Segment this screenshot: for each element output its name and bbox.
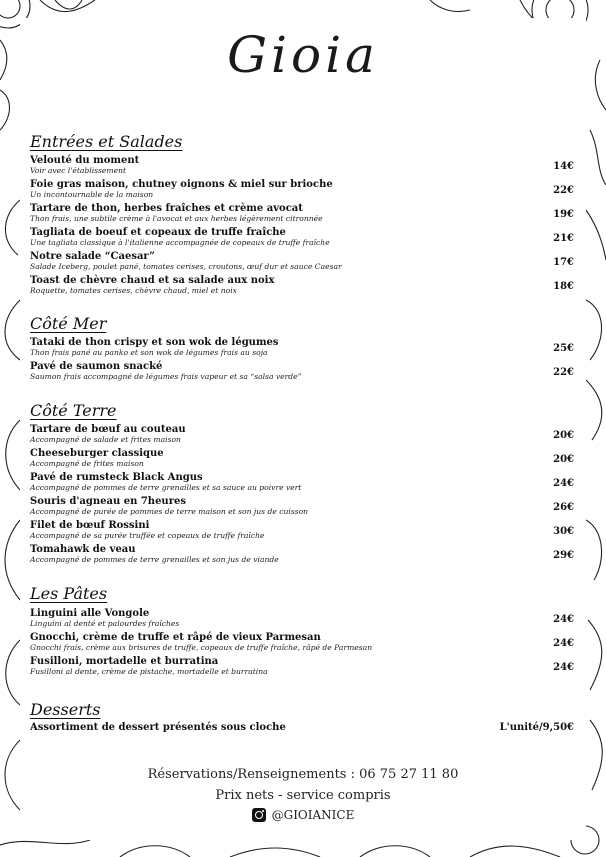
item-price: 24€ [553,478,574,489]
item-name: Tagliata de boeuf et copeaux de truffe fraîche [30,227,286,238]
item-name: Gnocchi, crème de truffe et râpé de vieux Parmesan [30,632,321,643]
item-name: Tartare de bœuf au couteau [30,424,186,435]
menu-item [30,337,576,361]
item-price: 14€ [553,161,574,172]
menu-item [30,496,576,520]
item-price: 17€ [553,257,574,268]
item-name: Notre salade “Caesar” [30,251,155,262]
item-name: Velouté du moment [30,155,140,166]
item-price: 20€ [553,454,574,465]
item-name: Tataki de thon crispy et son wok de légumes [30,337,279,348]
item-description: Accompagné de frites maison [30,459,144,468]
item-price: 20€ [553,430,574,441]
item-price: 22€ [553,367,574,378]
item-price: 30€ [553,526,574,537]
item-description: Gnocchi frais, crème aux brisures de truffe, copeaux de truffe fraîche, râpé de Parmesan [30,643,373,652]
menu-item [30,722,576,736]
section-title-entrees: Entrées et Salades [30,132,183,151]
item-price: 18€ [553,281,574,292]
item-description: Voir avec l'établissement [30,166,127,175]
item-description: Accompagné de pommes de terre grenailles et sa sauce au poivre vert [30,483,302,492]
item-name: Fusilloni, mortadelle et burratina [30,656,219,667]
menu-item [30,179,576,203]
menu-item [30,251,576,275]
item-price: 24€ [553,638,574,649]
item-description: Salade Iceberg, poulet pané, tomates cerises, croutons, œuf dur et sauce Caesar [30,262,342,271]
item-price: 19€ [553,209,574,220]
menu-item [30,361,576,385]
menu-item [30,656,576,680]
item-name: Pavé de rumsteck Black Angus [30,472,203,483]
item-description: Accompagné de sa purée truffée et copeaux de truffe fraîche [30,531,265,540]
item-price: L'unité/9,50€ [499,722,574,733]
instagram-row[interactable] [0,808,606,822]
item-name: Linguini alle Vongole [30,608,150,619]
item-price: 24€ [553,614,574,625]
instagram-handle[interactable]: @GIOIANICE [271,808,355,822]
menu-item [30,520,576,544]
item-description: Saumon frais accompagné de légumes frais vapeur et sa “salsa verde” [30,372,302,381]
menu-item [30,472,576,496]
item-name: Souris d'agneau en 7heures [30,496,186,507]
item-name: Tomahawk de veau [30,544,136,555]
item-price: 25€ [553,343,574,354]
menu-item [30,608,576,632]
menu-item [30,544,576,568]
item-price: 24€ [553,662,574,673]
prices-note: Prix nets - service compris [215,788,391,803]
item-description: Thon frais, une subtile crème à l'avocat et aux herbes légèrement citronnée [30,214,323,223]
item-description: Roquette, tomates cerises, chèvre chaud, miel et noix [30,286,237,295]
reservations-line: Réservations/Renseignements : 06 75 27 11 80 [147,767,459,782]
item-price: 29€ [553,550,574,561]
menu-item [30,203,576,227]
item-name: Assortiment de dessert présentés sous cloche [30,722,286,733]
item-description: Un incontournable de la maison [30,190,154,199]
menu-item [30,275,576,299]
item-name: Pavé de saumon snacké [30,361,163,372]
item-description: Thon frais pané au panko et son wok de légumes frais au soja [30,348,268,357]
item-description: Linguini al denté et palourdes fraîches [30,619,180,628]
section-title-pates: Les Pâtes [30,584,108,603]
item-name: Filet de bœuf Rossini [30,520,150,531]
section-title-mer: Côté Mer [30,314,107,333]
item-price: 21€ [553,233,574,244]
menu-item [30,424,576,448]
item-description: Une tagliata classique à l'italienne accompagnée de copeaux de truffe fraîche [30,238,330,247]
item-price: 26€ [553,502,574,513]
item-name: Cheeseburger classique [30,448,164,459]
item-price: 22€ [553,185,574,196]
restaurant-logo: Gioia [227,26,379,84]
menu-item [30,227,576,251]
item-description: Fusilloni al dente, crème de pistache, mortadelle et burratina [30,667,268,676]
item-name: Tartare de thon, herbes fraîches et crème avocat [30,203,303,214]
menu-item [30,155,576,179]
item-description: Accompagné de salade et frites maison [30,435,181,444]
item-name: Foie gras maison, chutney oignons & miel sur brioche [30,179,333,190]
menu-item [30,448,576,472]
section-title-desserts: Desserts [30,700,101,719]
section-title-terre: Côté Terre [30,401,117,420]
instagram-icon [252,808,266,822]
item-name: Toast de chèvre chaud et sa salade aux noix [30,275,275,286]
item-description: Accompagné de pommes de terre grenailles et son jus de viande [30,555,279,564]
menu-item [30,632,576,656]
item-description: Accompagné de purée de pommes de terre maison et son jus de cuisson [30,507,309,516]
